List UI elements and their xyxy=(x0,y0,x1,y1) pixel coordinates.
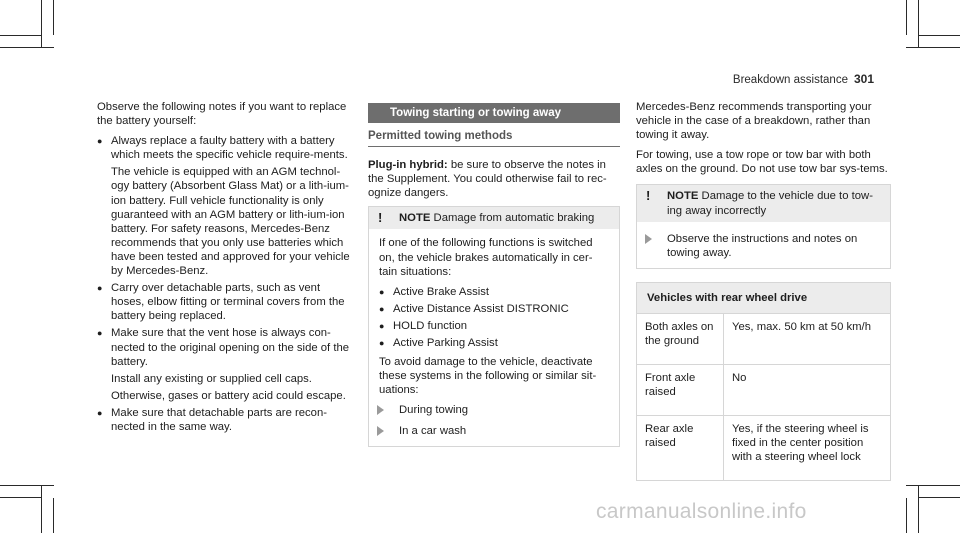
list-item-detail: Otherwise, gases or battery acid could escape. xyxy=(111,389,346,402)
list-item-text: Active Distance Assist DISTRONIC xyxy=(393,302,569,315)
arrow-right-icon xyxy=(645,234,652,244)
bullet-icon: ● xyxy=(97,136,103,147)
list-item xyxy=(97,326,352,402)
table-row xyxy=(637,364,891,415)
table-cell: Yes, max. 50 km at 50 km/h xyxy=(724,313,891,364)
list-item-text: Active Brake Assist xyxy=(393,285,490,298)
transport-recommendation: Mercedes-Benz recommends transporting your vehicle in the case of a breakdown, rather than towing it away. xyxy=(636,101,872,142)
list-item-detail: The vehicle is equipped with an AGM technol-ogy battery (Absorbent Glass Mat) or a lith-ium-ion battery. Full vehicle functionality is only guaranteed with an AGM battery or lith-ium-ion battery. For safety reasons, Mercedes-Benz recommends that you only use batteries which have been tested and approved for your vehicle by Mercedes-Benz. xyxy=(111,166,350,278)
left-column xyxy=(97,100,352,437)
table-row xyxy=(637,313,891,364)
list-item xyxy=(379,319,609,333)
crop-mark xyxy=(906,498,907,533)
bullet-icon: ● xyxy=(97,283,103,294)
list-item xyxy=(97,134,352,278)
bullet-icon: ● xyxy=(379,320,385,331)
header-title: Breakdown assistance xyxy=(732,74,848,86)
list-item xyxy=(379,336,609,350)
crop-mark xyxy=(918,35,960,36)
braking-note-box xyxy=(368,206,620,446)
arrow-right-icon xyxy=(377,426,384,436)
towing-table xyxy=(636,282,891,481)
list-item xyxy=(97,406,352,434)
watermark: carmanualsonline.info xyxy=(596,500,807,523)
crop-mark xyxy=(41,485,42,533)
crop-mark xyxy=(918,0,919,48)
subsection-title: Permitted towing methods xyxy=(368,129,620,147)
action-text: During towing xyxy=(399,404,469,417)
list-item xyxy=(379,285,609,299)
intro-text: Observe the following notes if you want to replace the battery yourself: xyxy=(97,101,347,128)
list-item-text: Carry over detachable parts, such as vent hoses, elbow fitting or terminal covers from the battery being replaced. xyxy=(111,282,345,323)
table-cell: Both axles on the ground xyxy=(637,313,724,364)
crop-mark xyxy=(0,47,54,48)
list-item xyxy=(97,281,352,323)
crop-mark xyxy=(53,0,54,35)
functions-list xyxy=(379,285,609,350)
table-cell: No xyxy=(724,364,891,415)
action-item xyxy=(637,232,880,260)
bullet-icon: ● xyxy=(379,286,385,297)
crop-mark xyxy=(0,485,54,486)
running-header xyxy=(733,72,874,87)
action-item xyxy=(369,424,609,438)
note-body xyxy=(637,222,890,268)
note-title: Damage from automatic braking xyxy=(430,212,595,225)
right-column xyxy=(636,100,891,481)
table-header: Vehicles with rear wheel drive xyxy=(637,282,891,313)
crop-mark xyxy=(41,0,42,48)
middle-column xyxy=(368,103,620,447)
note-header xyxy=(369,207,619,229)
plugin-hybrid-text: be sure to observe the notes in the Supplement. You could otherwise fail to rec-ognize dangers. xyxy=(368,159,607,200)
towing-note-box xyxy=(636,184,891,268)
warning-icon: ! xyxy=(378,210,383,226)
action-text: Observe the instructions and notes on towing away. xyxy=(667,232,858,259)
list-item-text: Make sure that detachable parts are recon-nected in the same way. xyxy=(111,406,328,433)
crop-mark xyxy=(906,485,960,486)
note-header xyxy=(637,185,890,221)
list-item-text: Always replace a faulty battery with a battery which meets the specific vehicle require-ments. xyxy=(111,135,348,162)
note-title: Damage to the vehicle due to tow-ing away incorrectly xyxy=(667,190,873,217)
bullet-icon: ● xyxy=(97,407,103,418)
warning-icon: ! xyxy=(646,188,651,204)
arrow-right-icon xyxy=(377,405,384,415)
crop-mark xyxy=(53,498,54,533)
table-cell: Yes, if the steering wheel is fixed in the center position with a steering wheel lock xyxy=(724,415,891,480)
crop-mark xyxy=(918,497,960,498)
note-label: NOTE xyxy=(399,212,431,225)
list-item xyxy=(379,302,609,316)
section-title: Towing starting or towing away xyxy=(368,103,620,123)
table-row xyxy=(637,415,891,480)
bullet-icon: ● xyxy=(97,328,103,339)
list-item-text: HOLD function xyxy=(393,319,468,332)
action-text: In a car wash xyxy=(399,424,467,437)
list-item-detail: Install any existing or supplied cell caps. xyxy=(111,372,312,385)
table-cell: Front axle raised xyxy=(637,364,724,415)
list-item-text: Make sure that the vent hose is always con-nected to the original opening on the side of the battery. xyxy=(111,327,350,368)
action-item xyxy=(369,403,609,417)
crop-mark xyxy=(906,0,907,35)
table-cell: Rear axle raised xyxy=(637,415,724,480)
crop-mark xyxy=(906,47,960,48)
list-item-text: Active Parking Assist xyxy=(393,337,498,350)
note-body xyxy=(369,229,619,445)
note-text: To avoid damage to the vehicle, deactivate these systems in the following or similar sit-uations: xyxy=(379,356,597,397)
plugin-hybrid-note xyxy=(368,158,620,200)
crop-mark xyxy=(0,35,42,36)
page-number: 301 xyxy=(853,72,874,86)
battery-notes-list xyxy=(97,134,352,434)
note-text: If one of the following functions is switched on, the vehicle brakes automatically in cer-tain situations: xyxy=(379,237,593,278)
crop-mark xyxy=(918,485,919,533)
plugin-hybrid-label: Plug-in hybrid: xyxy=(368,159,448,172)
bullet-icon: ● xyxy=(379,338,385,349)
note-label: NOTE xyxy=(667,190,699,203)
bullet-icon: ● xyxy=(379,303,385,314)
crop-mark xyxy=(0,497,42,498)
towing-instructions: For towing, use a tow rope or tow bar with both axles on the ground. Do not use tow bar sys-tems. xyxy=(636,149,888,176)
